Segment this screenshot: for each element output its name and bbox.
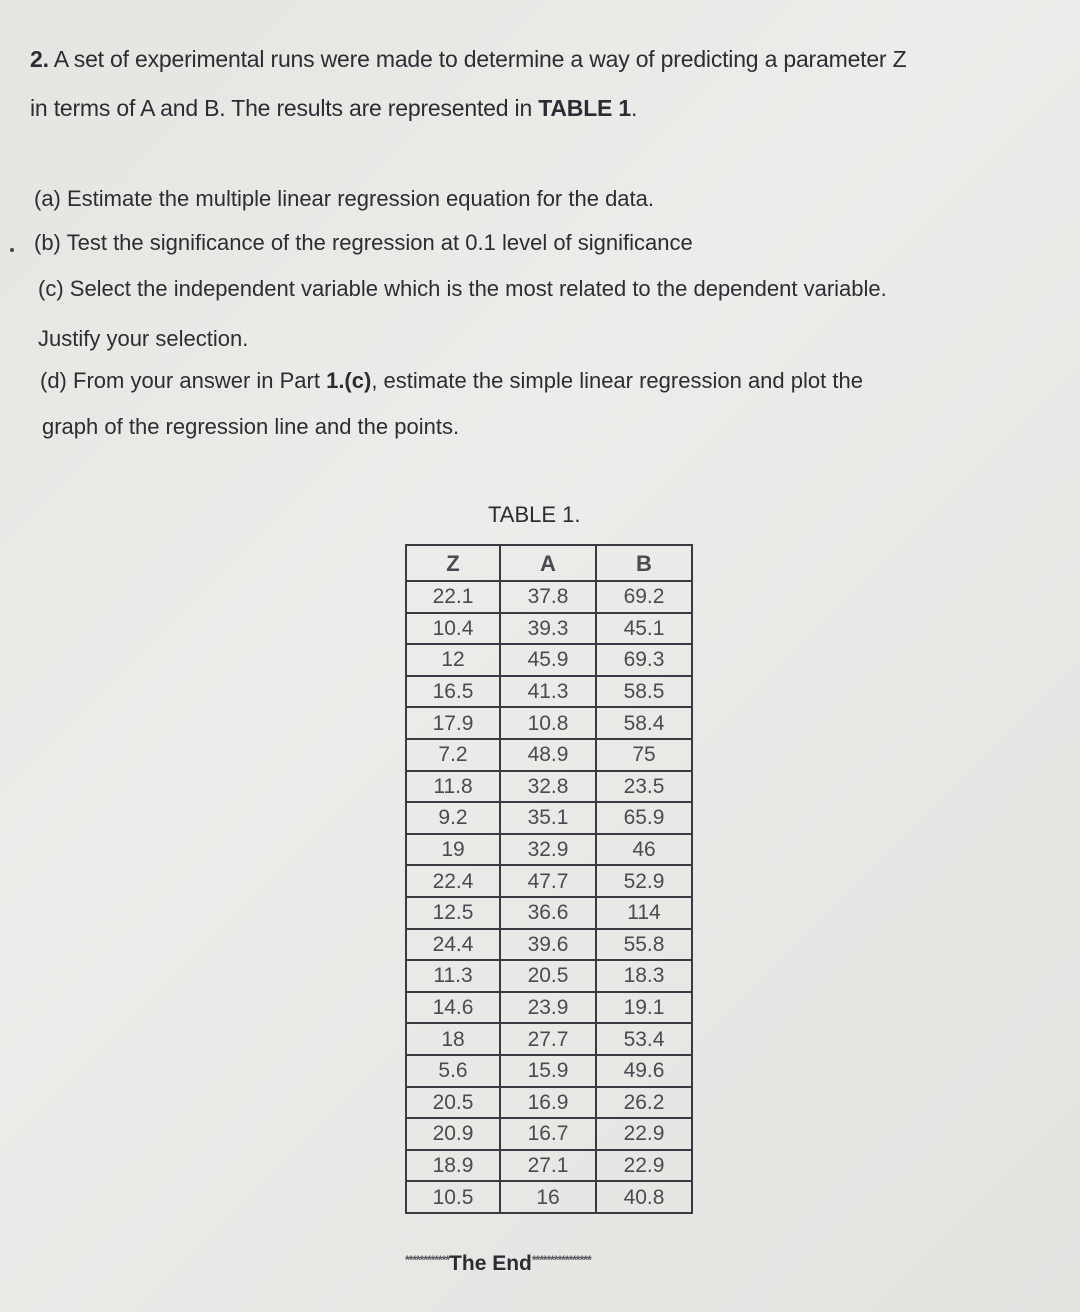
cell-z: 12.5 bbox=[406, 897, 500, 929]
table-row bbox=[406, 613, 692, 645]
cell-a: 16 bbox=[500, 1181, 596, 1213]
table-row bbox=[406, 1118, 692, 1150]
table-title: TABLE 1. bbox=[488, 502, 581, 527]
cell-a: 39.6 bbox=[500, 929, 596, 961]
cell-z: 18.9 bbox=[406, 1150, 500, 1182]
table-row bbox=[406, 739, 692, 771]
cell-z: 10.4 bbox=[406, 613, 500, 645]
the-end-text: The End bbox=[449, 1252, 532, 1275]
cell-b: 23.5 bbox=[596, 771, 692, 803]
cell-b: 114 bbox=[596, 897, 692, 929]
cell-a: 16.7 bbox=[500, 1118, 596, 1150]
cell-a: 39.3 bbox=[500, 613, 596, 645]
cell-a: 32.9 bbox=[500, 834, 596, 866]
stars-left: ************ bbox=[405, 1253, 450, 1267]
cell-z: 16.5 bbox=[406, 676, 500, 708]
header-z: Z bbox=[406, 545, 500, 581]
data-table bbox=[405, 544, 693, 1214]
cell-b: 46 bbox=[596, 834, 692, 866]
cell-a: 23.9 bbox=[500, 992, 596, 1024]
table-row bbox=[406, 1181, 692, 1213]
cell-a: 32.8 bbox=[500, 771, 596, 803]
cell-b: 75 bbox=[596, 739, 692, 771]
cell-b: 45.1 bbox=[596, 613, 692, 645]
cell-b: 58.5 bbox=[596, 676, 692, 708]
cell-a: 20.5 bbox=[500, 960, 596, 992]
part-reference: 1.(c) bbox=[326, 368, 372, 393]
table-row bbox=[406, 707, 692, 739]
stray-dot bbox=[10, 248, 14, 252]
cell-b: 26.2 bbox=[596, 1087, 692, 1119]
cell-a: 35.1 bbox=[500, 802, 596, 834]
part-a: (a) Estimate the multiple linear regression equation for the data. bbox=[34, 186, 654, 211]
table-row bbox=[406, 644, 692, 676]
cell-z: 17.9 bbox=[406, 707, 500, 739]
cell-b: 53.4 bbox=[596, 1023, 692, 1055]
cell-z: 9.2 bbox=[406, 802, 500, 834]
cell-z: 19 bbox=[406, 834, 500, 866]
header-b: B bbox=[596, 545, 692, 581]
table-row bbox=[406, 771, 692, 803]
the-end-footer bbox=[405, 1252, 591, 1276]
cell-b: 69.2 bbox=[596, 581, 692, 613]
part-c-line-2: Justify your selection. bbox=[38, 326, 249, 351]
question-line-1 bbox=[30, 46, 906, 73]
cell-z: 11.3 bbox=[406, 960, 500, 992]
cell-b: 55.8 bbox=[596, 929, 692, 961]
cell-z: 7.2 bbox=[406, 739, 500, 771]
cell-z: 12 bbox=[406, 644, 500, 676]
question-text-2-end: . bbox=[630, 95, 638, 121]
question-text-1: A set of experimental runs were made to determine a way of predicting a parameter Z bbox=[53, 46, 907, 72]
table-row bbox=[406, 581, 692, 613]
cell-a: 36.6 bbox=[500, 897, 596, 929]
question-number: 2. bbox=[30, 46, 49, 72]
table-row bbox=[406, 897, 692, 929]
cell-b: 22.9 bbox=[596, 1118, 692, 1150]
stars-right: **************** bbox=[531, 1253, 591, 1267]
table-row bbox=[406, 929, 692, 961]
cell-z: 24.4 bbox=[406, 929, 500, 961]
cell-b: 69.3 bbox=[596, 644, 692, 676]
cell-z: 18 bbox=[406, 1023, 500, 1055]
part-b: (b) Test the significance of the regression at 0.1 level of significance bbox=[34, 230, 693, 255]
part-d-text-end: , estimate the simple linear regression and plot the bbox=[371, 368, 863, 393]
table-row bbox=[406, 802, 692, 834]
part-d-line-1 bbox=[40, 368, 863, 394]
cell-b: 65.9 bbox=[596, 802, 692, 834]
cell-z: 5.6 bbox=[406, 1055, 500, 1087]
cell-z: 22.1 bbox=[406, 581, 500, 613]
part-d-text: (d) From your answer in Part bbox=[40, 368, 327, 393]
cell-z: 20.9 bbox=[406, 1118, 500, 1150]
question-line-2 bbox=[30, 95, 637, 122]
cell-a: 27.7 bbox=[500, 1023, 596, 1055]
cell-z: 14.6 bbox=[406, 992, 500, 1024]
cell-z: 22.4 bbox=[406, 865, 500, 897]
cell-a: 41.3 bbox=[500, 676, 596, 708]
table-reference: TABLE 1 bbox=[538, 95, 631, 121]
table-row bbox=[406, 1150, 692, 1182]
cell-z: 10.5 bbox=[406, 1181, 500, 1213]
table-header-row bbox=[406, 545, 692, 581]
cell-b: 22.9 bbox=[596, 1150, 692, 1182]
cell-a: 27.1 bbox=[500, 1150, 596, 1182]
cell-b: 52.9 bbox=[596, 865, 692, 897]
table-row bbox=[406, 960, 692, 992]
cell-a: 47.7 bbox=[500, 865, 596, 897]
table-row bbox=[406, 992, 692, 1024]
cell-a: 45.9 bbox=[500, 644, 596, 676]
cell-z: 11.8 bbox=[406, 771, 500, 803]
cell-a: 48.9 bbox=[500, 739, 596, 771]
question-text-2: in terms of A and B. The results are represented in bbox=[30, 95, 539, 121]
table-row bbox=[406, 676, 692, 708]
part-d-line-2: graph of the regression line and the points. bbox=[42, 414, 460, 439]
cell-a: 16.9 bbox=[500, 1087, 596, 1119]
cell-a: 37.8 bbox=[500, 581, 596, 613]
table-row bbox=[406, 834, 692, 866]
cell-b: 19.1 bbox=[596, 992, 692, 1024]
table-row bbox=[406, 1023, 692, 1055]
table-row bbox=[406, 1055, 692, 1087]
table-row bbox=[406, 865, 692, 897]
cell-a: 15.9 bbox=[500, 1055, 596, 1087]
cell-a: 10.8 bbox=[500, 707, 596, 739]
cell-b: 18.3 bbox=[596, 960, 692, 992]
cell-b: 40.8 bbox=[596, 1181, 692, 1213]
cell-z: 20.5 bbox=[406, 1087, 500, 1119]
header-a: A bbox=[500, 545, 596, 581]
cell-b: 49.6 bbox=[596, 1055, 692, 1087]
part-c-line-1: (c) Select the independent variable which is the most related to the dependent variable. bbox=[38, 276, 887, 301]
cell-b: 58.4 bbox=[596, 707, 692, 739]
table-row bbox=[406, 1087, 692, 1119]
